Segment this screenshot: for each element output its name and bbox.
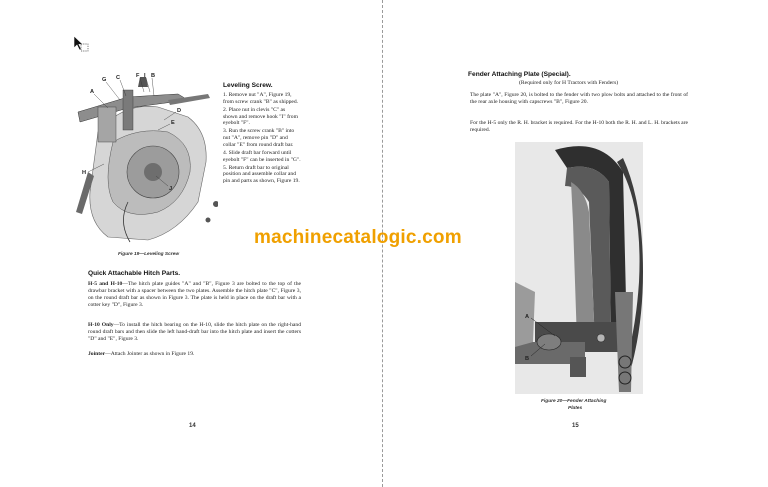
fender-paragraph-2: For the H-5 only the R. H. bracket is required. For the H-10 both the R. H. and L. H. brackets are required. xyxy=(470,120,688,134)
fig20-callout: A xyxy=(525,314,530,320)
leveling-screw-steps xyxy=(223,92,301,186)
figure-20-caption-line-1: Figure 20—Fender Attaching xyxy=(541,399,607,404)
fig19-callout: C xyxy=(116,75,121,81)
quick-hitch-p1-text: —The hitch plate guides "A" and "B", Figure 3 are bolted to the top of the drawbar bracket with a spacer between the two plates. Assemble the hitch plate "C", Figure 3, on the round draft bar as shown in Figure 3. The plate is held in place on the draft bar with a cotter key "D", Figure 3. xyxy=(88,281,302,309)
fig19-callout: E xyxy=(171,120,175,126)
list-item: 3. Run the screw crank "B" into nut "A", remove pin "D" and collar "E" from round draft bar. xyxy=(223,128,295,148)
figure-19-illustration xyxy=(68,72,218,248)
list-item: 2. Place nut in clevis "C" as shown and remove hook "I" from eyebolt "F". xyxy=(223,106,298,127)
page-number-right: 15 xyxy=(572,423,579,429)
figure-19-caption: Figure 19—Leveling Screw xyxy=(118,252,180,257)
fig20-callout: B xyxy=(525,356,530,362)
fig19-callout: A xyxy=(90,89,95,95)
list-item: 4. Slide draft bar forward until eyebolt "F" can be inserted in "G". xyxy=(223,149,301,163)
jointer-text: —Attach Jointer as shown in Figure 19. xyxy=(105,351,195,357)
figure-20-caption-line-2: Plates xyxy=(568,406,583,411)
leveling-screw-heading: Leveling Screw. xyxy=(223,82,273,89)
jointer-lead: Jointer xyxy=(88,351,106,357)
fig19-callout: J xyxy=(169,186,173,192)
fender-heading: Fender Attaching Plate (Special). xyxy=(468,71,571,78)
jointer-paragraph xyxy=(88,351,301,358)
fig19-callout: I xyxy=(144,73,146,79)
watermark-text: machinecatalogic.com xyxy=(254,227,462,248)
fig19-callout: G xyxy=(102,77,107,83)
list-item: 5. Return draft bar to original position and assemble collar and pin and parts as shown, Figure 19. xyxy=(223,164,300,184)
quick-hitch-p2-lead: H-10 Only xyxy=(88,322,114,328)
page-number-left: 14 xyxy=(189,423,196,429)
fig19-callout: F xyxy=(136,73,140,79)
quick-hitch-p1-lead: H-5 and H-10 xyxy=(88,281,123,287)
fig19-callout: D xyxy=(177,108,182,114)
fender-subnote: (Required only for H Tractors with Fenders) xyxy=(519,80,619,86)
fig19-callout: B xyxy=(151,73,156,79)
quick-hitch-paragraph-1 xyxy=(88,281,301,309)
fender-paragraph-1: The plate "A", Figure 20, is bolted to the fender with two plow bolts and attached to the front of the rear axle housing with capscrews "B", Figure 20. xyxy=(470,92,688,106)
figure-20-illustration xyxy=(515,142,643,394)
list-item: 1. Remove nut "A", Figure 19, from screw crank "B" as shipped. xyxy=(223,92,299,105)
quick-hitch-p2-text: —To install the hitch bearing on the H-10, slide the hitch plate on the right-hand round draft bars and then slide the left hand-draft bar into the hitch plate and insert the cotters "D" and "E", Figure 3. xyxy=(88,322,301,343)
fig19-callout: H xyxy=(82,170,87,176)
quick-hitch-heading: Quick Attachable Hitch Parts. xyxy=(88,270,181,277)
quick-hitch-paragraph-2 xyxy=(88,322,301,343)
cursor-arrow-icon xyxy=(72,35,90,53)
